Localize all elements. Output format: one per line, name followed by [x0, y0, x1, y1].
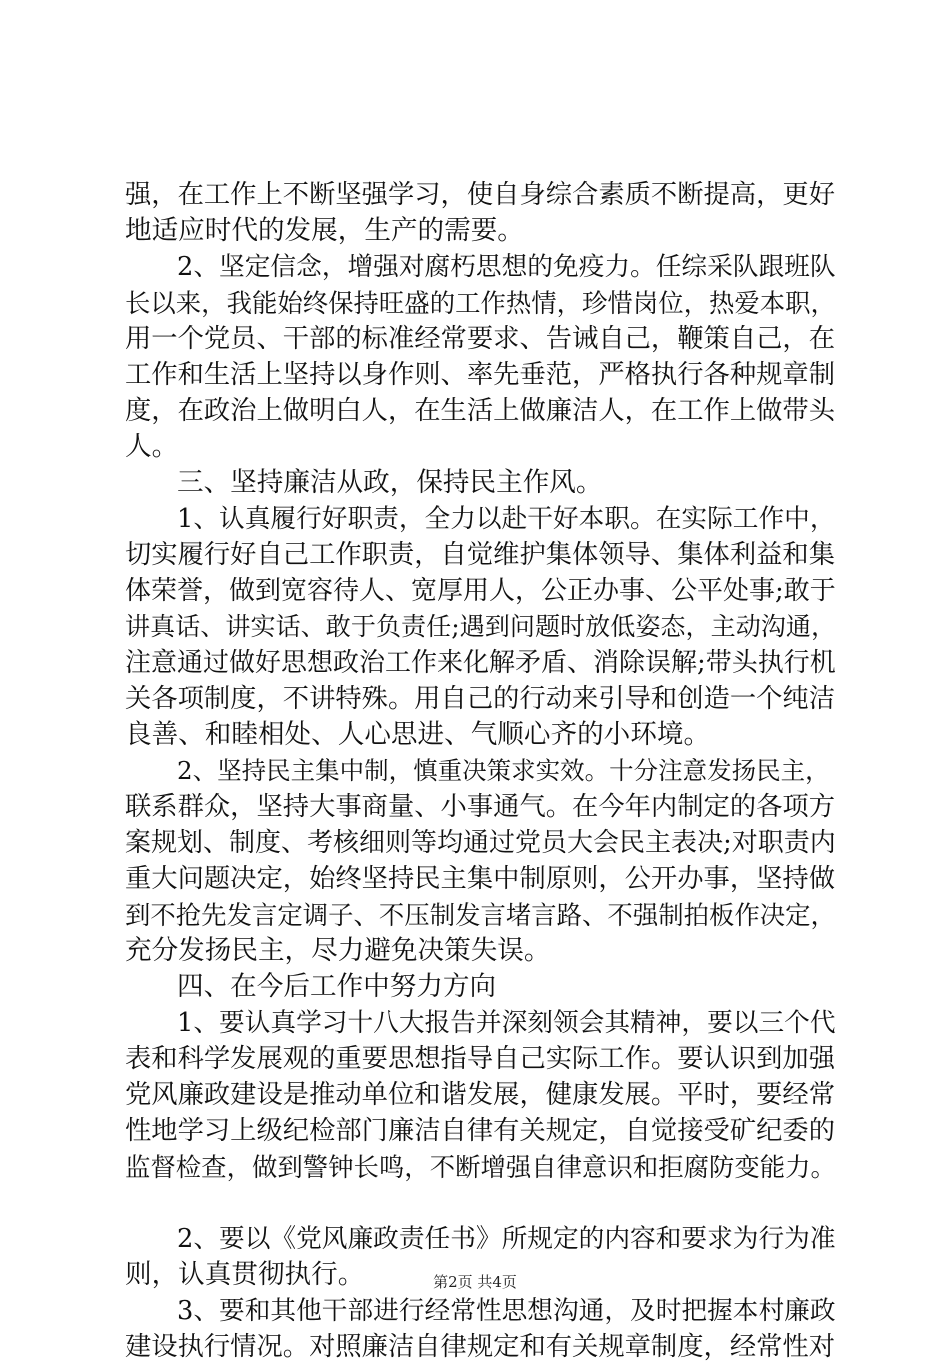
text-line: 讲真话、讲实话、敢于负责任;遇到问题时放低姿态，主动沟通，: [125, 612, 837, 641]
text-line: 四、在今后工作中努力方向: [177, 971, 497, 1002]
text-line: 监督检查，做到警钟长鸣，不断增强自律意识和拒腐防变能力。: [125, 1152, 836, 1182]
page-footer: 第2页 共4页: [433, 1273, 517, 1291]
text-line: 3、要和其他干部进行经常性思想沟通，及时把握本村廉政: [177, 1296, 836, 1326]
text-line: 表和科学发展观的重要思想指导自己实际工作。要认识到加强: [125, 1044, 836, 1074]
text-line: 2、要以《党风廉政责任书》所规定的内容和要求为行为准: [177, 1224, 836, 1254]
text-line: 2、坚定信念，增强对腐朽思想的免疫力。任综采队跟班队: [177, 252, 836, 282]
text-line: 性地学习上级纪检部门廉洁自律有关规定，自觉接受矿纪委的: [125, 1116, 836, 1146]
text-line: 切实履行好自己工作职责，自觉维护集体领导、集体利益和集: [125, 540, 836, 570]
text-line: 工作和生活上坚持以身作则、率先垂范，严格执行各种规章制: [125, 360, 836, 390]
text-line: 1、要认真学习十八大报告并深刻领会其精神，要以三个代: [177, 1008, 836, 1038]
text-line: 良善、和睦相处、人心思进、气顺心齐的小环境。: [125, 719, 711, 750]
text-line: 地适应时代的发展，生产的需要。: [125, 215, 524, 246]
text-line: 体荣誉，做到宽容待人、宽厚用人，公正办事、公平处事;敢于: [125, 576, 836, 606]
text-line: 则，认真贯彻执行。: [125, 1259, 365, 1290]
text-line: 充分发扬民主，尽力避免决策失误。: [125, 935, 551, 966]
text-line: 联系群众，坚持大事商量、小事通气。在今年内制定的各项方: [125, 792, 836, 822]
text-line: 人。: [125, 431, 179, 462]
text-line: 重大问题决定，始终坚持民主集中制原则，公开办事，坚持做: [125, 864, 836, 894]
text-line: 长以来，我能始终保持旺盛的工作热情，珍惜岗位，热爱本职，: [125, 288, 836, 318]
document-body: [125, 177, 835, 1365]
text-line: 强，在工作上不断坚强学习，使自身综合素质不断提高，更好: [125, 180, 836, 210]
text-line: 用一个党员、干部的标准经常要求、告诫自己，鞭策自己，在: [125, 324, 836, 354]
text-line: 度，在政治上做明白人，在生活上做廉洁人，在工作上做带头: [125, 396, 836, 426]
text-line: 2、坚持民主集中制，慎重决策求实效。十分注意发扬民主，: [177, 756, 830, 785]
text-line: 建设执行情况。对照廉洁自律规定和有关规章制度，经常性对: [125, 1332, 836, 1362]
text-line: 注意通过做好思想政治工作来化解矛盾、消除误解;带头执行机: [125, 648, 836, 678]
text-line: 党风廉政建设是推动单位和谐发展，健康发展。平时，要经常: [125, 1080, 836, 1110]
text-line: 三、坚持廉洁从政，保持民主作风。: [177, 467, 603, 498]
text-line: 到不抢先发言定调子、不压制发言堵言路、不强制拍板作决定，: [125, 900, 836, 930]
text-line: 案规划、制度、考核细则等均通过党员大会民主表决;对职责内: [125, 828, 836, 858]
text-line: 关各项制度，不讲特殊。用自己的行动来引导和创造一个纯洁: [125, 684, 836, 714]
text-line: 1、认真履行好职责，全力以赴干好本职。在实际工作中，: [177, 504, 836, 534]
blank-line: [125, 1185, 835, 1221]
